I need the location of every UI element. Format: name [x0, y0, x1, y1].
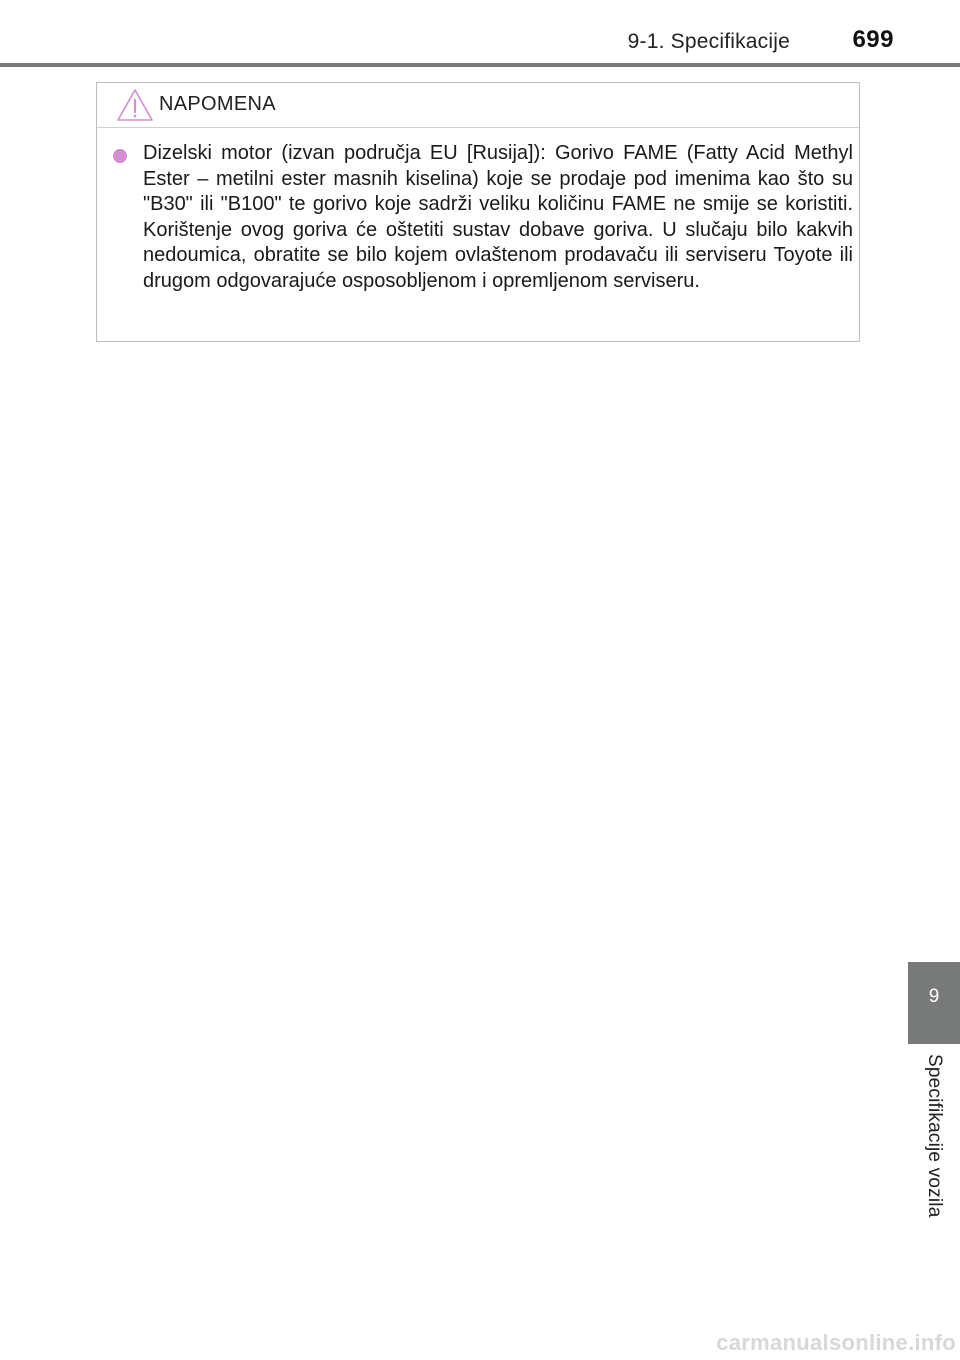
section-title: 9-1. Specifikacije [627, 30, 790, 53]
note-paragraph: Dizelski motor (izvan područja EU [Rusija]): Gorivo FAME (Fatty Acid Methyl Ester – metilni ester masnih kiselina) koje se prodaje pod imenima kao što su "B30" ili "B100" te gorivo koje sadrži veliku količinu FAME ne smije se koristiti. Korištenje ovog goriva će oštetiti sustav dobave goriva. U slučaju bilo kakvih nedoumica, obratite se bilo kojem ovlaštenom prodavaču ili serviseru Toyote ili drugom odgovarajuće osposobljenom i opremljenom serviseru. [143, 142, 853, 292]
page-header [0, 0, 960, 68]
watermark: carmanualsonline.info [716, 1330, 956, 1355]
page-number: 699 [852, 26, 894, 53]
warning-triangle-icon [115, 87, 155, 123]
note-box [96, 82, 860, 342]
chapter-title: Specifikacije vozila [924, 1054, 945, 1218]
chapter-number: 9 [928, 986, 940, 1007]
note-title: NAPOMENA [159, 93, 276, 115]
header-rule [0, 63, 960, 67]
chapter-label-area [908, 1054, 960, 1234]
note-body [111, 141, 853, 295]
bullet-dot [113, 149, 127, 163]
note-header [97, 83, 859, 128]
chapter-tab [908, 962, 960, 1044]
